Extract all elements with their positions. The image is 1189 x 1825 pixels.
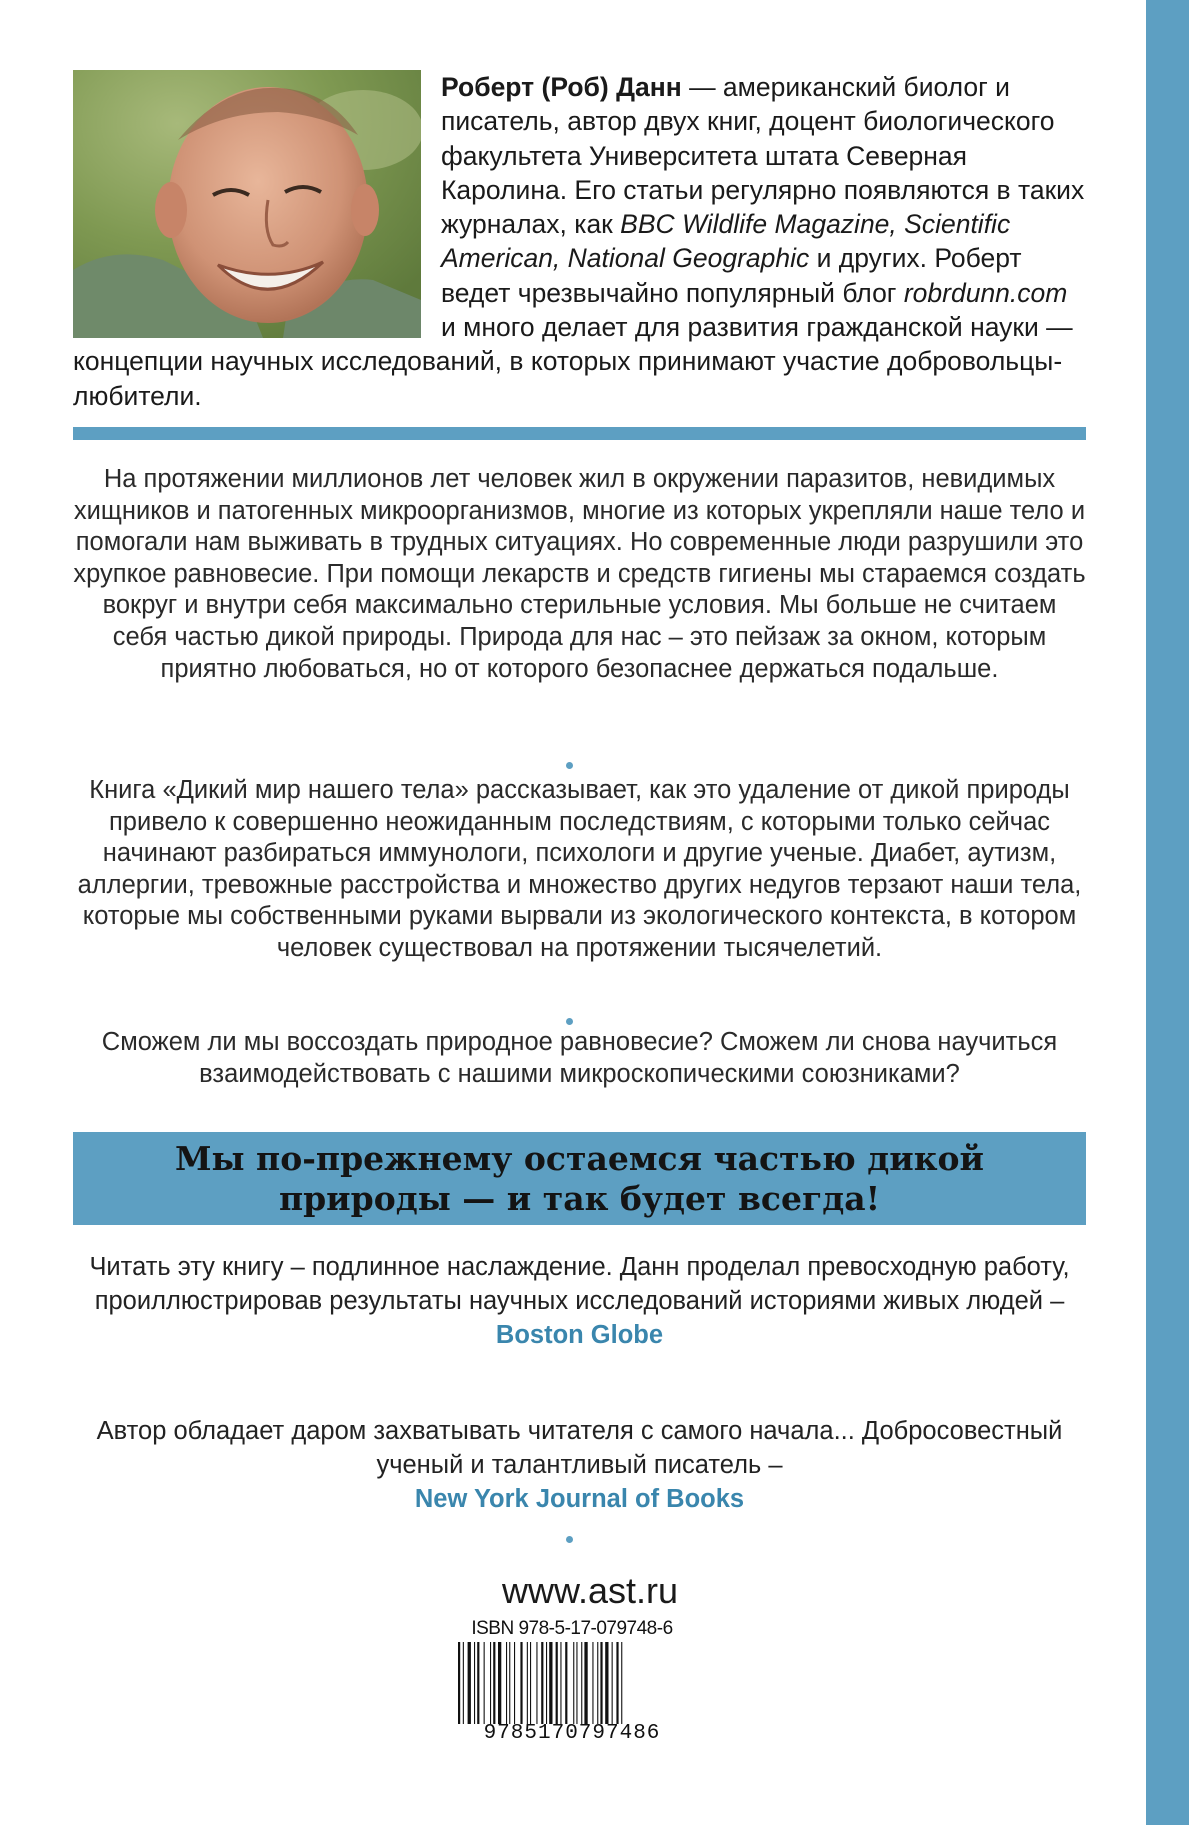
blurb-paragraph-2: Книга «Дикий мир нашего тела» рассказывает, как это удаление от дикой природы привело к совершенно неожиданным последствиям, с которыми только сейчас начинают разбираться иммунологи, психологи и другие ученые. Диабет, аутизм, аллергии, тревожные расстройства и множество других недугов терзают наши тела, которые мы собственными руками вырвали из экологического контекста, в котором человек существовал на протяжении тысячелетий.: [77, 776, 1082, 962]
barcode-bars: [456, 1642, 688, 1724]
bio-text-1: — американский биолог и писатель, автор двух книг, доцент биологического факультета Университета штата Северная Каролина. Его статьи регулярно появляются в таких журналах, как: [441, 72, 1085, 240]
bullet-separator: [566, 1536, 573, 1543]
bio-blog-link: robrdunn.com: [903, 277, 1068, 308]
review-quote-2: [73, 1414, 1086, 1516]
tagline-text: Мы по-прежнему остаемся частью дикой природы — и так будет всегда!: [174, 1138, 985, 1218]
barcode: [452, 1618, 692, 1748]
photo-float-spacer: [73, 70, 441, 342]
author-bio: [73, 70, 1088, 413]
review-source: Boston Globe: [495, 1321, 664, 1349]
publisher-website[interactable]: www.ast.ru: [501, 1570, 679, 1611]
bullet-separator: [566, 762, 573, 769]
bio-magazines: BBC Wildlife Magazine, Scientific American, National Geographic: [441, 209, 1011, 274]
review-quote-1: [73, 1250, 1086, 1352]
book-spine-stripe: [1146, 0, 1189, 1825]
review-source: New York Journal of Books: [414, 1485, 745, 1513]
barcode-digits: 9785170797486: [483, 1722, 661, 1745]
tagline-banner: [73, 1132, 1086, 1225]
blurb-paragraph-1: На протяжении миллионов лет человек жил в окружении паразитов, невидимых хищников и патогенных микроорганизмов, многие из которых укрепляли наше тело и помогали нам выживать в трудных ситуациях. Но современные люди разрушили это хрупкое равновесие. При помощи лекарств и средств гигиены мы стараемся создать вокруг и внутри себя максимально стерильные условия. Мы больше не считаем себя частью дикой природы. Природа для нас – это пейзаж за окном, которым приятно любоваться, но от которого безопаснее держаться подальше.: [73, 465, 1086, 683]
bullet-separator: [566, 1018, 573, 1025]
author-name: Роберт (Роб) Данн: [441, 72, 682, 102]
blurb-paragraph-3: Сможем ли мы воссоздать природное равновесие? Сможем ли снова научиться взаимодействовать с нашими микроскопическими союзниками?: [101, 1028, 1058, 1088]
section-divider: [73, 427, 1086, 440]
review-text: Автор обладает даром захватывать читателя с самого начала... Добросовестный ученый и талантливый писатель –: [96, 1417, 1063, 1479]
bio-text-3: и много делает для развития гражданской науки — концепции научных исследований, в которых принимают участие добровольцы-любители.: [73, 312, 1073, 411]
isbn-label: ISBN 978-5-17-079748-6: [471, 1618, 673, 1639]
bio-text-2: и других. Роберт ведет чрезвычайно популярный блог: [441, 243, 1022, 308]
review-text: Читать эту книгу – подлинное наслаждение. Данн проделал превосходную работу, проиллюстрировав результаты научных исследований историями живых людей –: [89, 1253, 1070, 1315]
